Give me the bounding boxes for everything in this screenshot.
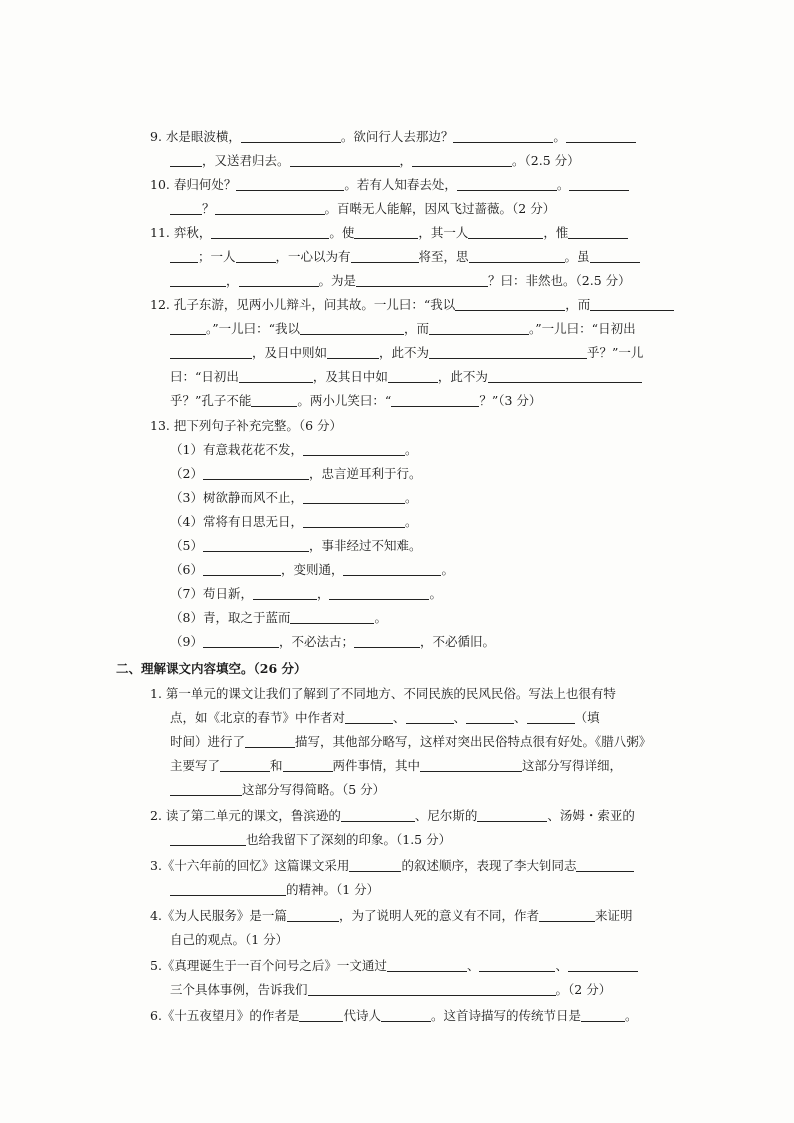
answer-blank[interactable] [303,513,405,528]
q9-line-2 [170,151,580,171]
sec2-text: 代诗人 [343,1008,381,1023]
q9-text: ， [399,153,413,168]
answer-blank[interactable] [290,152,400,167]
sec2-q6-line-1 [150,1006,637,1026]
q13-text: 。 [404,514,418,529]
sec2-text: 、 [453,710,467,725]
answer-blank[interactable] [468,224,543,239]
q13-text: 。 [441,562,454,577]
sec2-text: 来证明 [594,908,633,923]
q13-text: （2） [170,466,203,481]
answer-blank[interactable] [576,857,634,872]
sec2-q5-line-2 [170,980,611,1000]
sec2-q1-line-1: 1. 第一单元的课文让我们了解到了不同地方、不同民族的民风民俗。写法上也很有特 [150,686,616,701]
sec2-text: 。这首诗描写的传统节日是 [430,1008,581,1023]
q13-text: 。 [374,610,387,625]
answer-blank[interactable] [566,128,636,143]
sec2-text: 的叙述顺序，表现了李大钊同志 [401,858,577,873]
sec2-q3-line-2 [170,880,379,900]
answer-blank[interactable] [236,248,276,263]
q11-text: ，一心以为有 [275,249,351,264]
answer-blank[interactable] [477,807,547,822]
answer-blank[interactable] [287,907,339,922]
answer-blank[interactable] [215,200,325,215]
answer-blank[interactable] [211,224,329,239]
q11-line-2 [170,247,640,267]
answer-blank[interactable] [327,344,379,359]
answer-blank[interactable] [420,757,522,772]
answer-blank[interactable] [245,733,295,748]
sec2-text: 描写，其他部分略写，这样对突出民俗特点很有好处。《腊八粥》 [295,734,652,749]
answer-blank[interactable] [203,561,281,576]
q12-text: 乎？”孔子不能 [170,393,252,408]
q9-text: 。 [553,129,566,144]
q12-text: ，此不为 [437,369,488,384]
q13-text: ， [316,586,330,601]
answer-blank[interactable] [170,344,252,359]
answer-blank[interactable] [203,633,279,648]
q13-text: （6） [170,562,203,577]
answer-blank[interactable] [568,224,628,239]
sec2-text: 这部分写得简略。（5 分） [242,782,386,797]
answer-blank[interactable] [590,296,674,311]
answer-blank[interactable] [349,857,401,872]
q10-text: 。 [556,177,570,192]
answer-blank[interactable] [203,537,309,552]
answer-blank[interactable] [429,320,529,335]
answer-blank[interactable] [343,561,441,576]
q13-text: 。 [404,442,418,457]
sec2-text: ，为了说明人死的意义有不同，作者 [338,908,539,923]
q13-item-3 [170,488,417,508]
q10-text: 。若有人知春去处， [344,177,457,192]
q13-text: （4）常将有日思无日， [170,514,303,529]
answer-blank[interactable] [170,881,286,896]
q11-text: 将至，思 [418,249,469,264]
sec2-text: 三个具体事例，告诉我们 [170,982,308,997]
answer-blank[interactable] [381,1007,431,1022]
sec2-q1-line-4 [170,756,622,776]
answer-blank[interactable] [170,320,206,335]
sec2-text: 5.《真理诞生于一百个问号之后》一文通过 [150,958,387,973]
sec2-text: 点，如《北京的春节》中作者对 [170,710,346,725]
answer-blank[interactable] [351,248,419,263]
answer-blank[interactable] [170,248,198,263]
q12-text: ，及日中则如 [252,345,328,360]
answer-blank[interactable] [345,709,393,724]
q11-text: ？曰：非然也。（2.5 分） [488,273,631,288]
sec2-q1-line-2 [170,708,600,728]
answer-blank[interactable] [387,957,467,972]
q13-item-9 [170,632,495,652]
q13-text: ，不必循旧。 [419,634,495,649]
q13-item-1 [170,440,417,460]
sec2-text: 2. 读了第二单元的课文，鲁滨逊的 [150,808,341,823]
q12-text: ，而 [565,297,591,312]
sec2-text: 两件事情，其中 [332,758,421,773]
answer-blank[interactable] [299,1007,343,1022]
answer-blank[interactable] [539,907,595,922]
q13-title: 13. 把下列句子补充完整。（6 分） [150,418,343,433]
q11-text: ， [226,273,239,288]
q10-line-1 [150,175,629,195]
answer-blank[interactable] [329,585,429,600]
answer-blank[interactable] [469,248,565,263]
q12-line-3 [170,343,643,363]
q12-text: 乎？”一儿 [587,345,644,360]
answer-blank[interactable] [170,831,246,846]
q12-text: ，而 [404,321,430,336]
answer-blank[interactable] [290,609,374,624]
answer-blank[interactable] [308,981,556,996]
sec2-text: 。（2 分） [555,982,612,997]
q11-text: 。使 [329,225,355,240]
q10-line-2 [170,199,555,219]
answer-blank[interactable] [354,633,420,648]
q12-text: 。两小儿笑曰：“ [297,393,392,408]
answer-blank[interactable] [581,1007,625,1022]
sec2-text: 这部分写得详细， [522,758,623,773]
sec2-text: 也给我留下了深刻的印象。（1.5 分） [246,832,452,847]
sec2-text: 的精神。（1 分） [286,882,380,897]
sec2-text: 、尼尔斯的 [414,808,478,823]
sec2-q2-line-2 [170,830,451,850]
answer-blank[interactable] [429,344,587,359]
answer-blank[interactable] [203,465,309,480]
q13-item-6 [170,560,454,580]
sec2-q4-line-1 [150,906,632,926]
q11-text: ，惟 [543,225,569,240]
answer-blank[interactable] [239,368,313,383]
answer-blank[interactable] [241,128,341,143]
answer-blank[interactable] [568,957,638,972]
sec2-text: 时间）进行了 [170,734,246,749]
answer-blank[interactable] [170,152,202,167]
answer-blank[interactable] [569,176,629,191]
answer-blank[interactable] [236,176,344,191]
q11-text: 11. 弈秋， [150,225,212,240]
answer-blank[interactable] [341,807,415,822]
sec2-text: （填 [574,710,600,725]
q13-item-7 [170,584,442,604]
answer-blank[interactable] [388,368,438,383]
q11-text: 。为是 [318,273,357,288]
sec2-text: 。 [624,1008,638,1023]
q12-text: 。”一儿曰：“我以 [206,321,301,336]
sec2-text: 3.《十六年前的回忆》这篇课文采用 [150,858,350,873]
answer-blank[interactable] [406,709,454,724]
q11-text: ；一人 [198,249,236,264]
q13-text: 。 [429,586,442,601]
q13-item-8 [170,608,387,628]
answer-blank[interactable] [170,200,202,215]
answer-blank[interactable] [303,441,405,456]
q11-text: 。虽 [564,249,590,264]
q13-item-4 [170,512,417,532]
answer-blank[interactable] [251,392,297,407]
answer-blank[interactable] [220,757,270,772]
q12-text: ，此不为 [379,345,430,360]
q9-line-1 [150,127,636,147]
sec2-q4-line-2: 自己的观点。（1 分） [170,932,289,947]
answer-blank[interactable] [527,709,575,724]
q13-item-5 [170,536,421,556]
sec2-text: 、 [466,958,480,973]
sec2-q3-line-1 [150,856,634,876]
answer-blank[interactable] [453,128,553,143]
q9-text: ，又送君归去。 [202,153,290,168]
answer-blank[interactable] [455,296,565,311]
q12-text: 曰：“日初出 [170,369,239,384]
q13-text: （7）苟日新， [170,586,253,601]
q9-text: 9. 水是眼波横， [150,129,241,144]
sec2-text: 主要写了 [170,758,221,773]
sec2-text: 和 [270,758,283,773]
q12-line-2 [170,319,636,339]
q12-text: ，及其日中如 [312,369,388,384]
answer-blank[interactable] [239,272,319,287]
q10-text: ？ [202,201,215,216]
q13-text: ，忠言逆耳利于行。 [308,466,422,481]
q13-text: （5） [170,538,203,553]
q13-text: （3）树欲静而风不止， [170,490,303,505]
q13-text: （9） [170,634,203,649]
q13-text: ，不必法古； [278,634,354,649]
q13-item-2 [170,464,421,484]
q10-text: 10. 春归何处？ [150,177,237,192]
sec2-q1-line-3 [170,732,651,752]
sec2-q5-line-1 [150,956,638,976]
q12-text: ？”（3 分） [479,393,542,408]
q13-text: ，变则通， [280,562,344,577]
q13-text: （8）青，取之于蓝而 [170,610,291,625]
sec2-text: 、汤姆・索亚的 [547,808,635,823]
q13-text: （1）有意栽花花不发， [170,442,303,457]
sec2-text: 、 [393,710,406,725]
q12-line-1 [150,295,674,315]
answer-blank[interactable] [356,272,488,287]
q12-text: 。”一儿曰：“日初出 [529,321,636,336]
q13-text: ，事非经过不知难。 [308,538,422,553]
answer-blank[interactable] [170,272,226,287]
answer-blank[interactable] [479,957,555,972]
sec2-q1-line-5 [170,780,385,800]
answer-blank[interactable] [300,320,404,335]
q11-text: ，其一人 [418,225,469,240]
sec2-text: 6.《十五夜望月》的作者是 [150,1008,300,1023]
answer-blank[interactable] [354,224,418,239]
sec2-text: 、 [514,710,527,725]
answer-blank[interactable] [283,757,333,772]
q12-text: 12. 孔子东游，见两小儿辩斗，问其故。一儿曰：“我以 [150,297,456,312]
answer-blank[interactable] [590,248,640,263]
answer-blank[interactable] [412,152,512,167]
answer-blank[interactable] [253,585,317,600]
sec2-text: 4.《为人民服务》是一篇 [150,908,287,923]
section-2-heading: 二、理解课文内容填空。（26 分） [116,661,307,676]
answer-blank[interactable] [391,392,479,407]
q12-line-4 [170,367,642,387]
q10-text: 。百啭无人能解，因风飞过蔷薇。（2 分） [324,201,556,216]
answer-blank[interactable] [457,176,557,191]
answer-blank[interactable] [170,781,242,796]
answer-blank[interactable] [303,489,405,504]
q9-text: 。（2.5 分） [512,153,580,168]
sec2-q2-line-1 [150,806,635,826]
q11-line-3 [170,271,631,291]
q12-line-5 [170,391,541,411]
answer-blank[interactable] [466,709,514,724]
sec2-text: 、 [555,958,568,973]
q11-line-1 [150,223,628,243]
q9-text: 。欲问行人去那边？ [340,129,454,144]
answer-blank[interactable] [488,368,642,383]
q13-text: 。 [404,490,418,505]
